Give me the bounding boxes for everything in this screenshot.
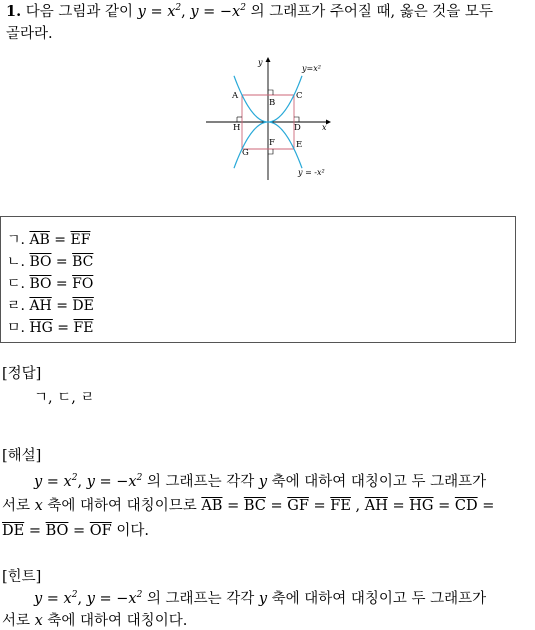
point-G: G [242, 148, 249, 158]
explanation-line-2: 서로 x 축에 대하여 대칭이므로 $\overline{AB} = \overline{BC} = \overline{GF} = \overline{FE}$ , $\overline{AH} = \overline{HG} = \overline{CD}$ = [2, 498, 495, 514]
answer-label: [정답] [2, 366, 42, 382]
choice-item: ㅁ. $\overline{HG} = \overline{FE}$ [7, 320, 94, 336]
choice-item: ㄱ. $\overline{AB} = \overline{EF}$ [7, 232, 91, 248]
point-F: F [269, 138, 275, 148]
point-B: B [269, 98, 276, 108]
hint-label: [힌트] [2, 569, 42, 585]
y-axis-label: y [258, 58, 263, 67]
question-eq2: $y = -x^2$ [190, 3, 246, 20]
point-E: E [296, 140, 303, 150]
answer-text: ㄱ, ㄷ, ㄹ [34, 390, 95, 406]
choices-box [0, 216, 516, 343]
question-eq1: $y = x^2$ [137, 3, 182, 20]
x-axis-label: x [322, 123, 327, 132]
question-line-1: 1. 다음 그림과 같이 $y = x^2$, $y = -x^2$ 의 그래프가 주어질 때, 옳은 것을 모두 [6, 3, 493, 20]
explanation-line-1: $y = x^2$, $y = -x^2$ 의 그래프는 각각 y 축에 대하여 대칭이고 두 그래프가 [34, 473, 487, 490]
choice-item: ㄷ. $\overline{BO} = \overline{FO}$ [7, 276, 94, 292]
choice-item: ㄹ. $\overline{AH} = \overline{DE}$ [7, 298, 94, 314]
question-line-2 [6, 24, 53, 44]
point-C: C [296, 91, 303, 101]
parabola-figure [204, 56, 336, 182]
explanation-line-3: $\overline{DE} = \overline{BO} = \overline{OF}$ 이다. [2, 523, 149, 539]
explanation-label: [해설] [2, 448, 42, 464]
x-axis-arrow [326, 120, 331, 125]
hint-line-2: 서로 x 축에 대하여 대칭이다. [2, 613, 188, 629]
question-text-b: 의 그래프가 주어질 때, 옳은 것을 모두 [250, 4, 493, 20]
question-text-a: 다음 그림과 같이 [25, 4, 134, 20]
y-axis-arrow [266, 57, 271, 62]
bottom-curve-label: y = -x² [298, 168, 325, 177]
point-A: A [232, 91, 239, 101]
top-curve-label: y=x² [302, 64, 321, 73]
point-D: D [294, 123, 301, 133]
question-text-c: 골라라. [6, 26, 53, 42]
hint-line-1: $y = x^2$, $y = -x^2$ 의 그래프는 각각 y 축에 대하여 대칭이고 두 그래프가 [34, 590, 487, 607]
question-number: 1. [6, 3, 22, 20]
point-H: H [233, 123, 241, 133]
choice-item: ㄴ. $\overline{BO} = \overline{BC}$ [7, 254, 94, 270]
